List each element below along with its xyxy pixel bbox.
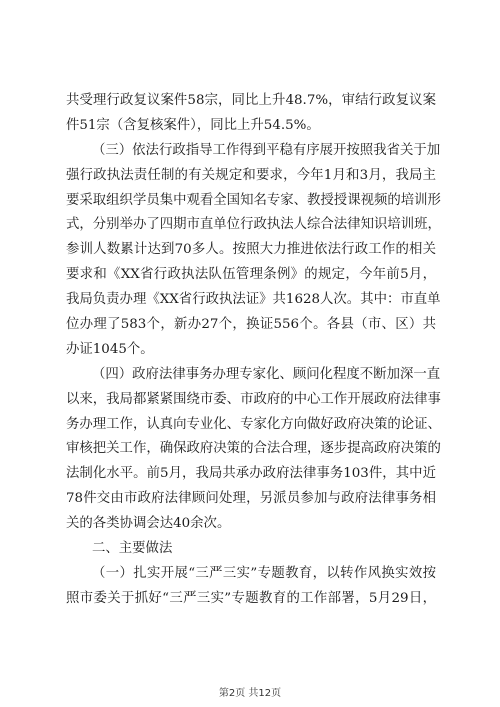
text-line: 78件交由市政府法律顾问处理，另派员参加与政府法律事务相 — [66, 491, 436, 507]
text-line: 审核把关工作，确保政府决策的合法合理，逐步提高政府决策的 — [66, 441, 441, 457]
section-3-heading-line: （三）依法行政指导工作得到平稳有序展开按照我省关于加 — [92, 142, 441, 158]
text-line: 办证1045个。 — [66, 341, 154, 357]
text-line: 以来，我局都紧紧围绕市委、市政府的中心工作开展政府法律事 — [66, 391, 441, 407]
text-line: 强行政执法责任制的有关规定和要求，今年1月和3月，我局主 — [66, 167, 436, 183]
document-body — [66, 89, 441, 612]
text-line: 要求和《XX省行政执法队伍管理条例》的规定，今年前5月， — [66, 267, 436, 283]
section-4-heading-line: （四）政府法律事务办理专家化、顾问化程度不断加深一直 — [92, 366, 441, 382]
text-line: 参训人数累计达到70多人。按照大力推进依法行政工作的相关 — [66, 242, 436, 258]
text-line: 法制化水平。前5月，我局共承办政府法律事务103件，其中近 — [66, 466, 436, 482]
section-heading-main-practices: 二、主要做法 — [92, 541, 173, 557]
text-line: 我局负责办理《XX省行政执法证》共1628人次。其中：市直单 — [66, 292, 441, 308]
text-line: 照市委关于抓好“三严三实”专题教育的工作部署，5月29日， — [66, 590, 436, 606]
text-line: 件51宗（含复核案件），同比上升54.5%。 — [66, 117, 320, 133]
text-line: 务办理工作，认真向专业化、专家化方向做好政府决策的论证、 — [66, 416, 441, 432]
text-line: 共受理行政复议案件58宗，同比上升48.7%，审结行政复议案 — [66, 93, 436, 108]
page-number-footer: 第2页 共12页 — [218, 688, 282, 699]
text-line: 关的各类协调会达40余次。 — [66, 516, 231, 532]
text-line: 要采取组织学员集中观看全国知名专家、教授授课视频的培训形 — [66, 192, 441, 208]
text-line: 位办理了583个，新办27个，换证556个。各县（市、区）共 — [66, 317, 436, 333]
text-line: 式，分别举办了四期市直单位行政执法人综合法律知识培训班， — [66, 217, 441, 233]
subsection-1-heading-line: （一）扎实开展“三严三实”专题教育，以转作风换实效按 — [92, 565, 436, 581]
